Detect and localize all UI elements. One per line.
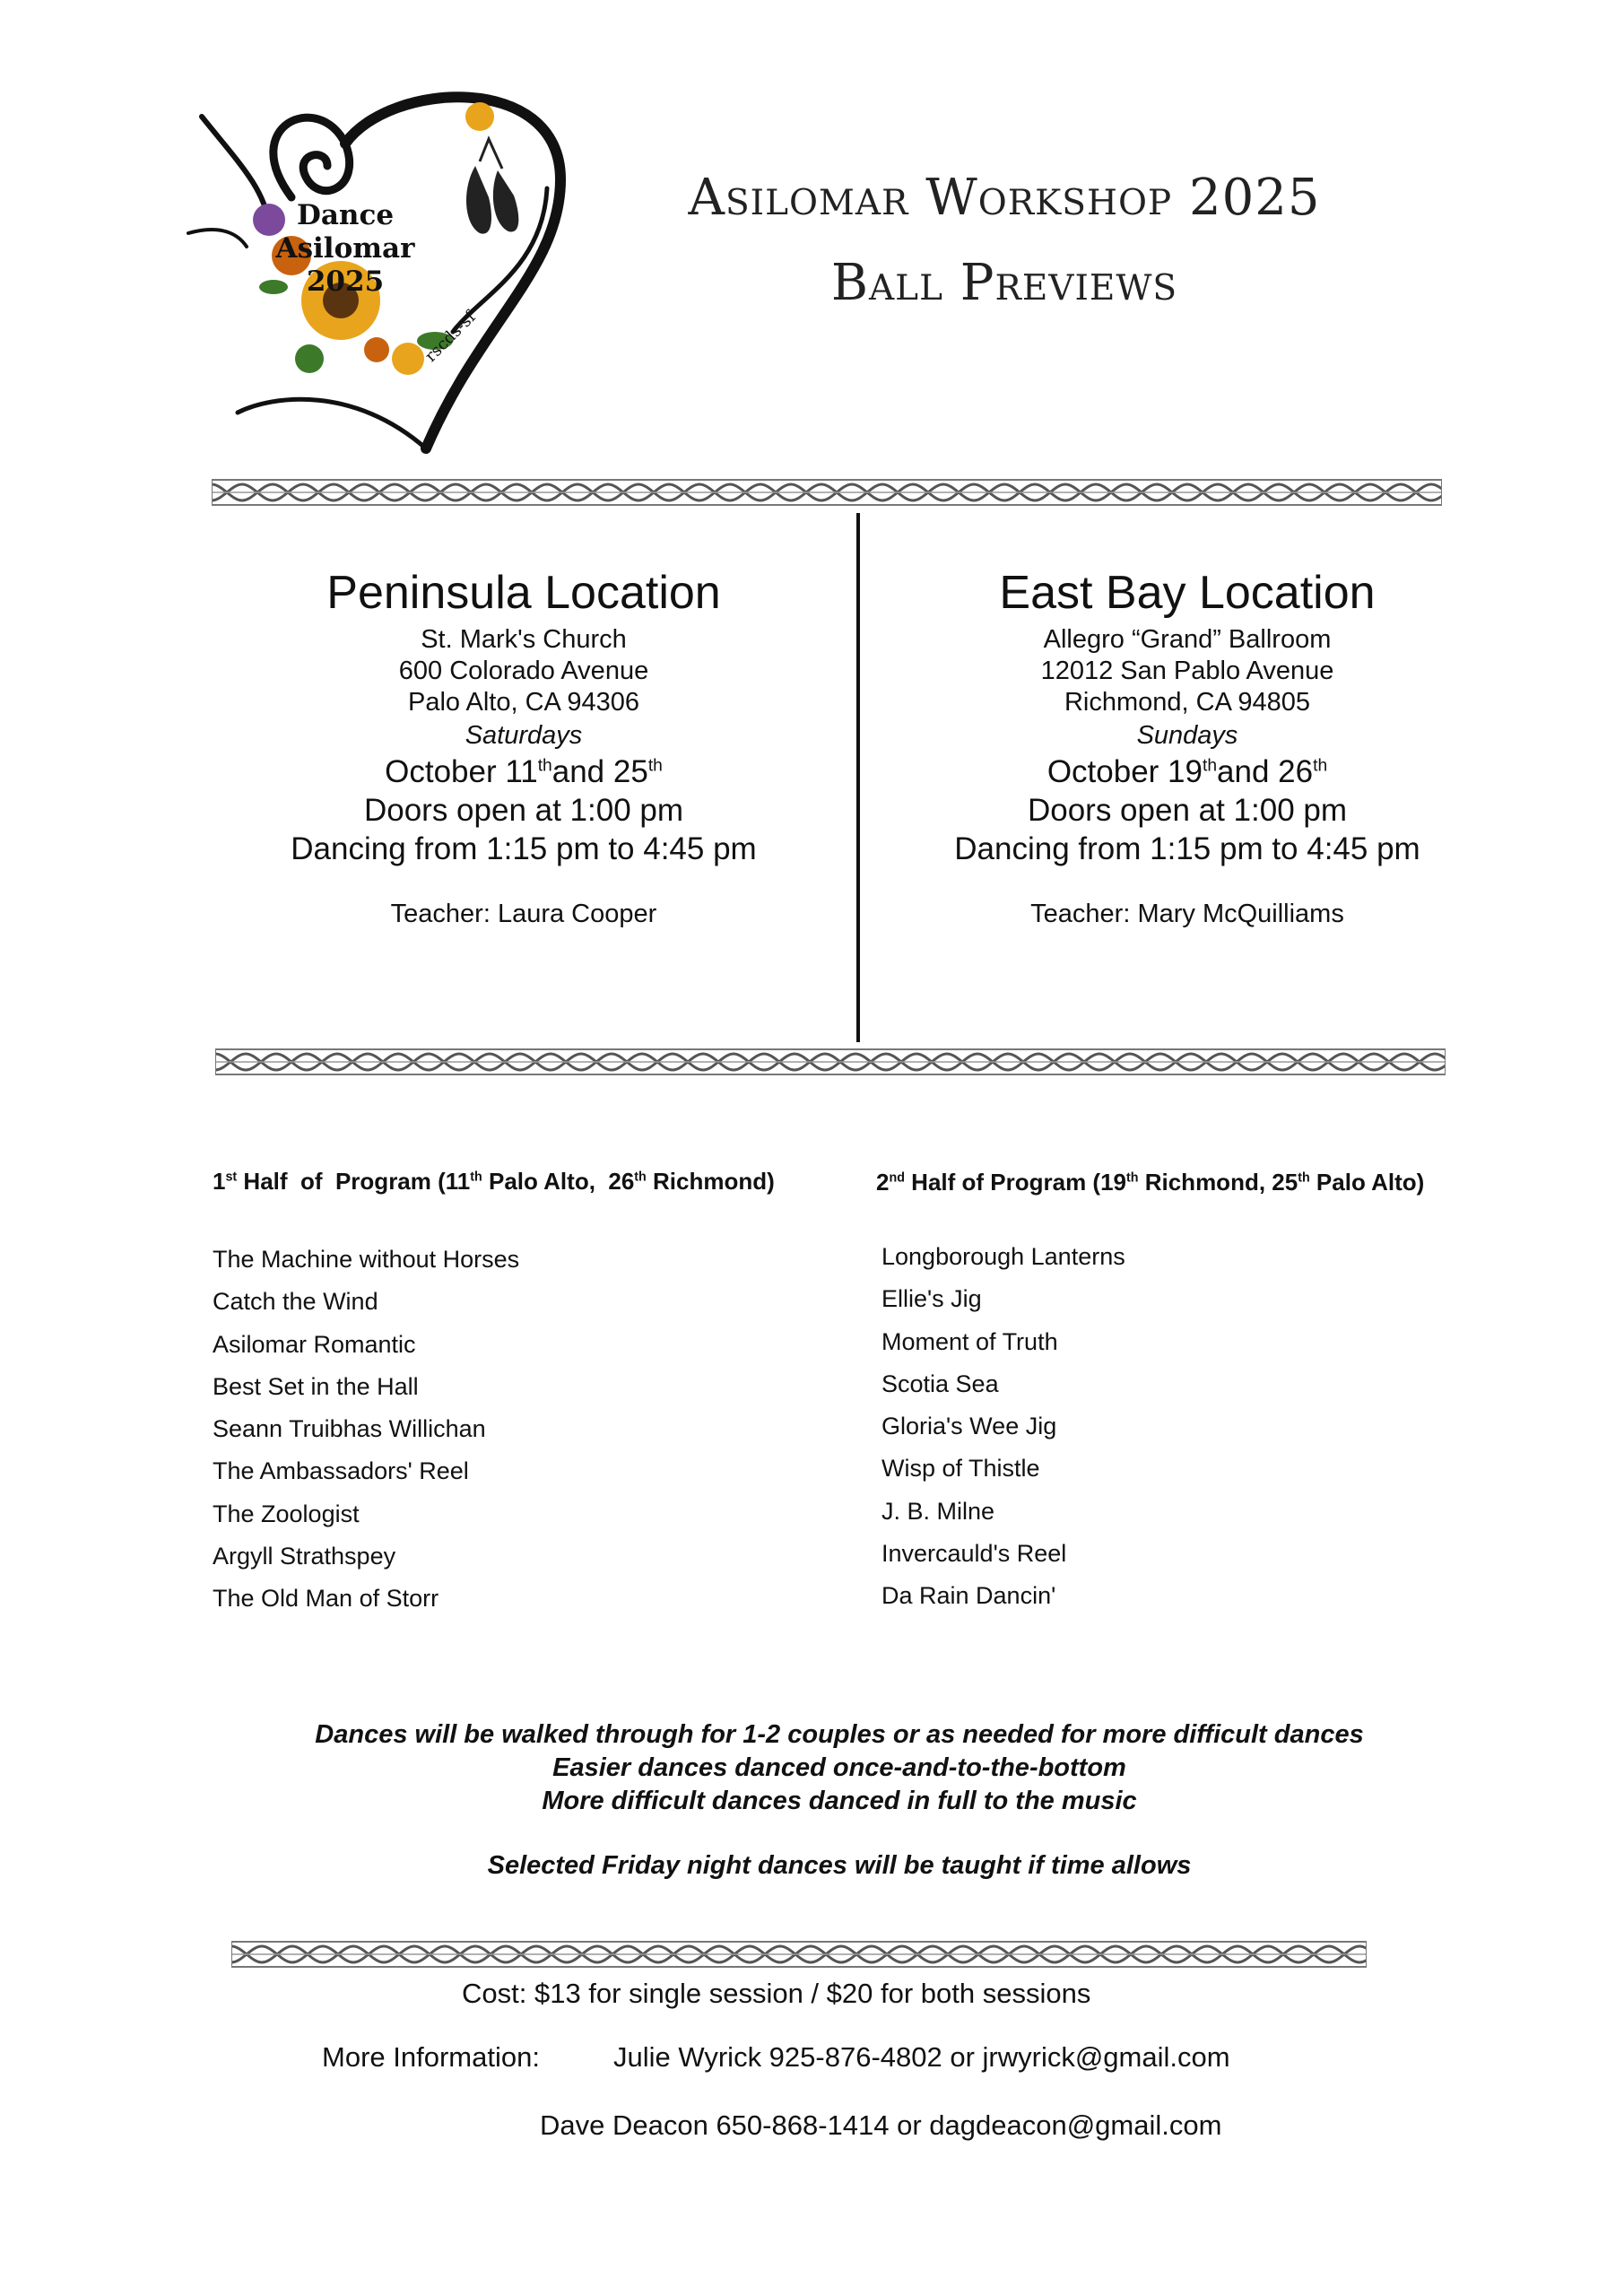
first-half-dance-list [213, 1239, 519, 1621]
eastbay-venue: Allegro “Grand” Ballroom [1043, 625, 1332, 654]
list-item: Argyll Strathspey [213, 1543, 396, 1570]
page-title: Asilomar Workshop 2025 [688, 169, 1321, 227]
list-item: The Machine without Horses [213, 1246, 520, 1273]
eastbay-location [784, 561, 1591, 930]
logo-signature: rscds-sf [421, 308, 480, 366]
list-item: The Old Man of Storr [213, 1585, 439, 1613]
list-item: Catch the Wind [213, 1288, 378, 1316]
list-item: Ellie's Jig [881, 1285, 982, 1313]
list-item: The Ambassadors' Reel [213, 1457, 469, 1485]
peninsula-venue: St. Mark's Church [421, 625, 627, 654]
peninsula-doors: Doors open at 1:00 pm [363, 793, 684, 828]
list-item: Scotia Sea [881, 1370, 999, 1397]
logo-text-dance: Dance [296, 199, 395, 231]
list-item: The Zoologist [213, 1500, 360, 1527]
note-line-3: More difficult dances danced in full to the music [542, 1787, 1137, 1815]
eastbay-doors: Doors open at 1:00 pm [1027, 793, 1348, 828]
logo-text-year: 2025 [306, 265, 385, 298]
second-half-dance-list [881, 1236, 1125, 1618]
note-line-2: Easier dances danced once-and-to-the-bottom [552, 1753, 1126, 1782]
page-subtitle: Ball Previews [830, 254, 1178, 312]
eastbay-dancing: Dancing from 1:15 pm to 4:45 pm [954, 831, 1420, 866]
second-half-heading: 2nd Half of Program (19th Richmond, 25th Palo Alto) [876, 1169, 1425, 1196]
note-line-1: Dances will be walked through for 1-2 couples or as needed for more difficult dances [315, 1720, 1364, 1749]
list-item: Wisp of Thistle [881, 1455, 1040, 1483]
peninsula-teacher: Teacher: Laura Cooper [390, 900, 657, 928]
peninsula-dancing: Dancing from 1:15 pm to 4:45 pm [291, 831, 757, 866]
walkthrough-notes [179, 1718, 1499, 1818]
list-item: J. B. Milne [881, 1497, 995, 1525]
list-item: Gloria's Wee Jig [881, 1413, 1057, 1440]
list-item: Best Set in the Hall [213, 1372, 419, 1400]
list-item: Moment of Truth [881, 1327, 1058, 1355]
peninsula-heading: Peninsula Location [326, 567, 721, 619]
celtic-knot-divider-middle [215, 1047, 1446, 1077]
eastbay-city: Richmond, CA 94805 [1064, 688, 1311, 717]
friday-note: Selected Friday night dances will be taught if time allows [487, 1851, 1192, 1880]
contact-dave: Dave Deacon 650-868-1414 or dagdeacon@gmail.com [540, 2109, 1222, 2141]
celtic-knot-divider-bottom [231, 1939, 1367, 1970]
eastbay-street: 12012 San Pablo Avenue [1040, 657, 1334, 685]
eastbay-heading: East Bay Location [999, 567, 1376, 619]
eastbay-day: Sundays [1136, 721, 1238, 750]
list-item: Longborough Lanterns [881, 1243, 1125, 1270]
peninsula-dates: October 11thand 25th [385, 754, 663, 789]
list-item: Invercauld's Reel [881, 1540, 1067, 1568]
dance-asilomar-logo [184, 90, 578, 457]
peninsula-street: 600 Colorado Avenue [398, 657, 649, 685]
eastbay-teacher: Teacher: Mary McQuilliams [1030, 900, 1344, 928]
logo-text-asilomar: Asilomar [275, 232, 415, 265]
peninsula-day: Saturdays [465, 721, 583, 750]
list-item: Asilomar Romantic [213, 1330, 416, 1358]
peninsula-city: Palo Alto, CA 94306 [408, 688, 639, 717]
cost-text: Cost: $13 for single session / $20 for both sessions [462, 1978, 1091, 2009]
contact-julie: Julie Wyrick 925-876-4802 or jrwyrick@gmail.com [613, 2041, 1230, 2073]
more-info-label: More Information: [322, 2041, 540, 2073]
list-item: Da Rain Dancin' [881, 1582, 1056, 1610]
list-item: Seann Truibhas Willichan [213, 1415, 486, 1443]
celtic-knot-divider-top [212, 477, 1442, 508]
eastbay-dates: October 19thand 26th [1046, 754, 1328, 789]
first-half-heading: 1st Half of Program (11th Palo Alto, 26th Richmond) [213, 1168, 775, 1195]
